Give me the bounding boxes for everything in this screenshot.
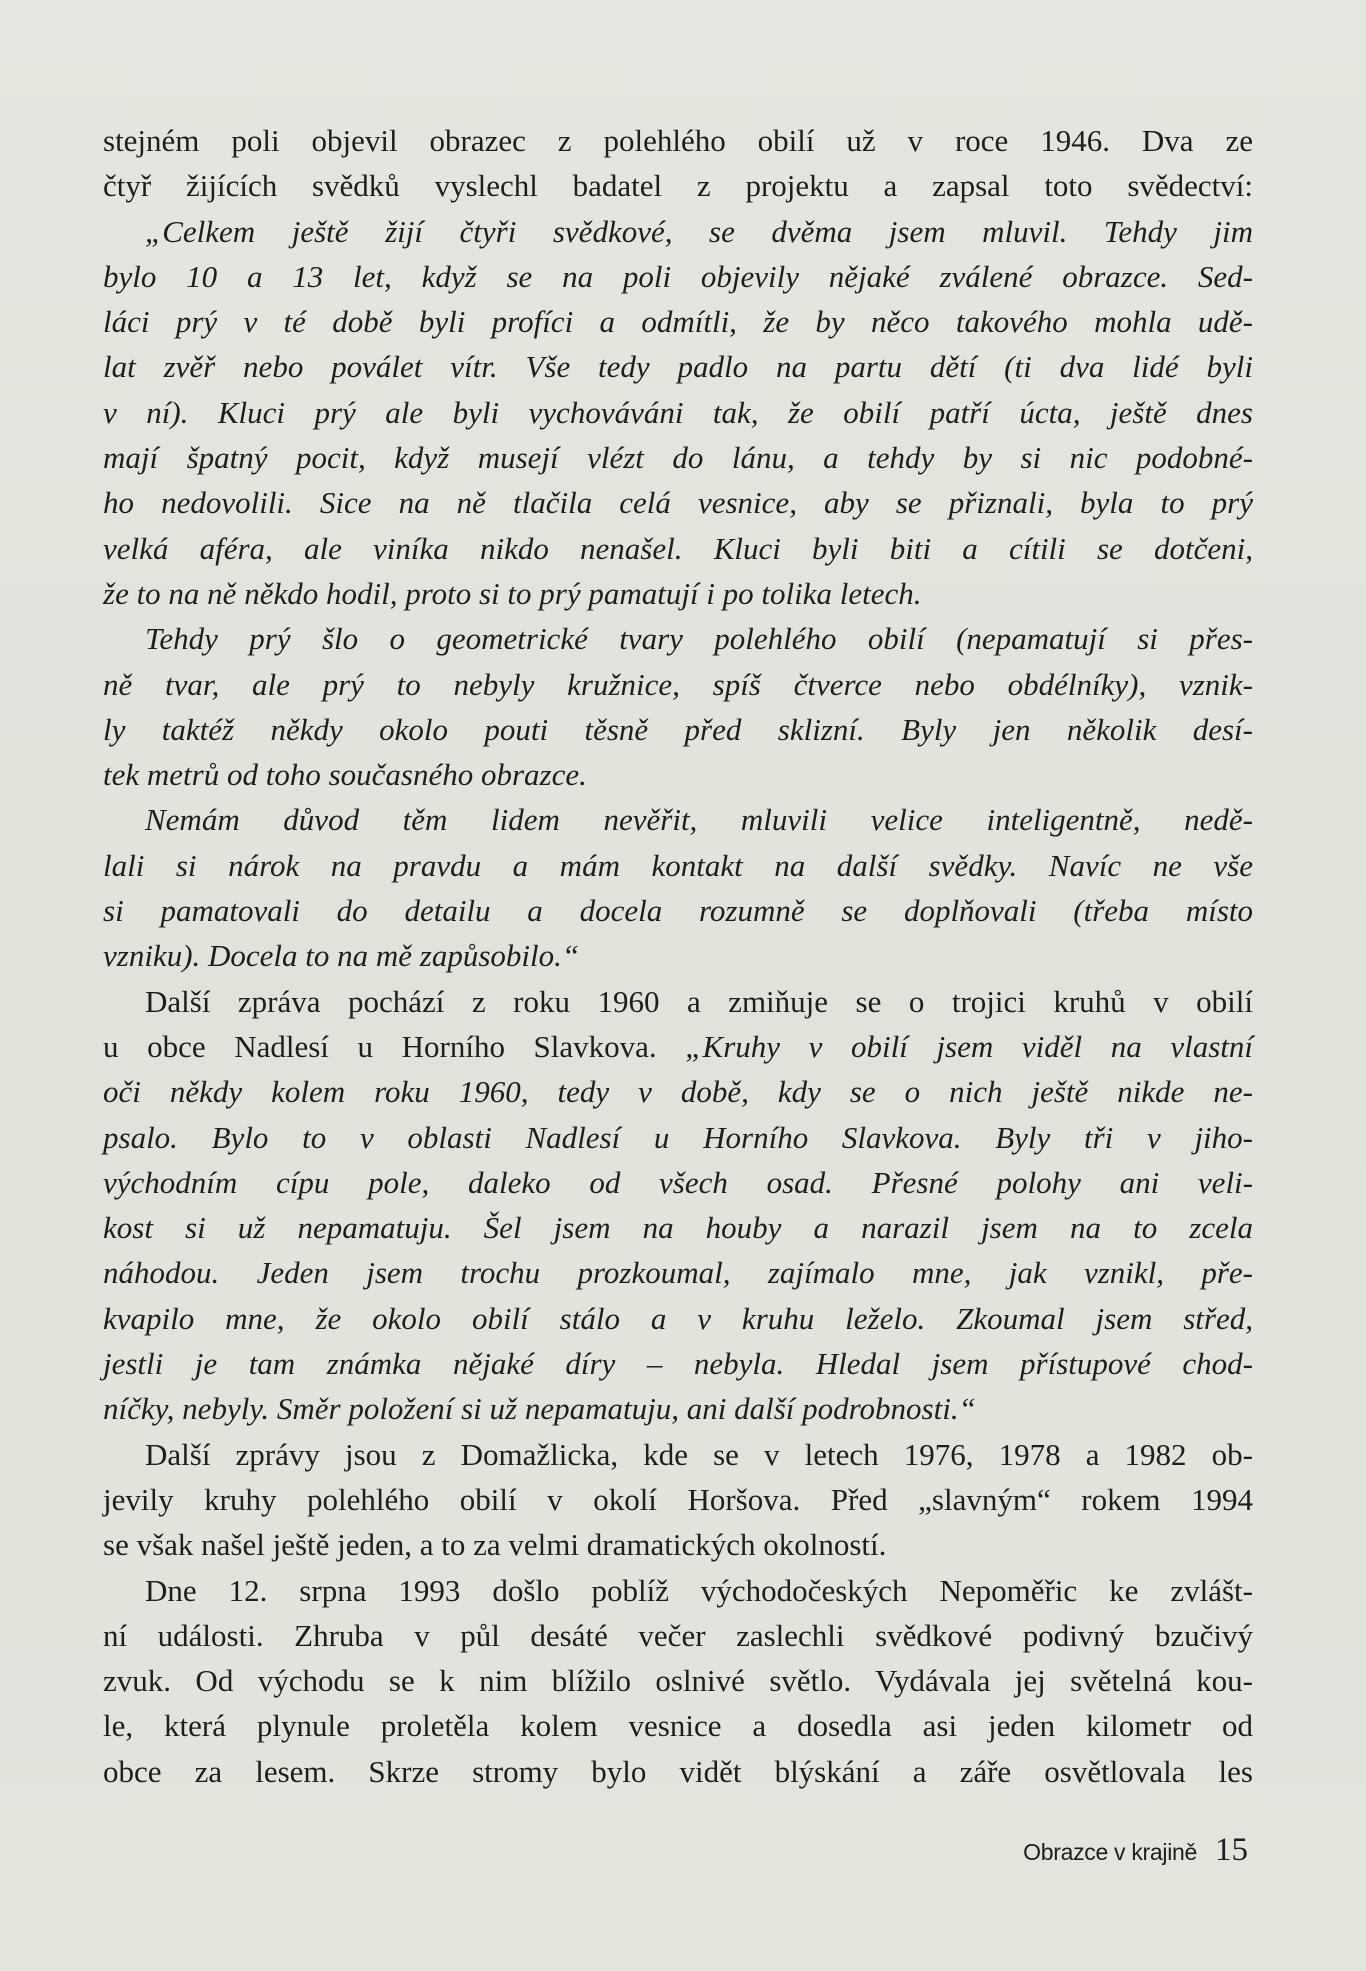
text-line: jevily kruhy polehlého obilí v okolí Horšova. Před „slavným“ rokem 1994 (103, 1481, 1253, 1517)
text-line: čtyř žijících svědků vyslechl badatel z projektu a zapsal toto svědectví: (103, 168, 1253, 204)
quote-line: lat zvěř nebo poválet vítr. Vše tedy padlo na partu dětí (ti dva lidé byli (103, 349, 1253, 385)
quote-line: psalo. Bylo to v oblasti Nadlesí u Horního Slavkova. Byly tři v jiho- (103, 1119, 1253, 1155)
quote-line: „Celkem ještě žijí čtyři svědkové, se dvěma jsem mluvil. Tehdy jim (145, 213, 1253, 249)
quote-line: láci prý v té době byli profíci a odmítli, že by něco takového mohla udě- (103, 304, 1253, 340)
quote-line: ho nedovolili. Sice na ně tlačila celá vesnice, aby se přiznali, byla to prý (103, 485, 1253, 521)
quote-line: kvapilo mne, že okolo obilí stálo a v kruhu leželo. Zkoumal jsem střed, (103, 1300, 1253, 1336)
text-segment: u obce Nadlesí u Horního Slavkova. (103, 1028, 686, 1064)
text-line: ní události. Zhruba v půl desáté večer zaslechli svědkové podivný bzučivý (103, 1617, 1253, 1653)
text-line: Další zpráva pochází z roku 1960 a zmiňuje se o trojici kruhů v obilí (145, 983, 1253, 1019)
quote-line: oči někdy kolem roku 1960, tedy v době, kdy se o nich ještě nikde ne- (103, 1074, 1253, 1110)
quote-segment: „Kruhy v obilí jsem viděl na vlastní (685, 1028, 1253, 1064)
quote-line: tek metrů od toho současného obrazce. (103, 757, 587, 793)
text-line: Další zprávy jsou z Domažlicka, kde se v letech 1976, 1978 a 1982 ob- (145, 1436, 1253, 1472)
quote-line: Nemám důvod těm lidem nevěřit, mluvili velice inteligentně, nedě- (145, 802, 1253, 838)
text-line: Dne 12. srpna 1993 došlo poblíž východočeských Nepoměřic ke zvlášt- (145, 1572, 1253, 1608)
text-line: obce za lesem. Skrze stromy bylo vidět blýskání a záře osvětlovala les (103, 1753, 1253, 1789)
quote-line: níčky, nebyly. Směr položení si už nepamatuju, ani další podrobnosti.“ (103, 1391, 976, 1427)
quote-line: lali si nárok na pravdu a mám kontakt na další svědky. Navíc ne vše (103, 847, 1253, 883)
quote-line: vzniku). Docela to na mě zapůsobilo.“ (103, 938, 580, 974)
text-line: se však našel ještě jeden, a to za velmi dramatických okolností. (103, 1527, 887, 1563)
quote-line: že to na ně někdo hodil, proto si to prý pamatují i po tolika letech. (103, 575, 922, 611)
quote-line: Tehdy prý šlo o geometrické tvary polehlého obilí (nepamatují si přes- (145, 621, 1253, 657)
quote-line: bylo 10 a 13 let, když se na poli objevily nějaké zválené obrazce. Sed- (103, 258, 1253, 294)
text-line: zvuk. Od východu se k nim blížilo oslnivé světlo. Vydávala jej světelná kou- (103, 1663, 1253, 1699)
quote-line: si pamatovali do detailu a docela rozumně se doplňovali (třeba místo (103, 893, 1253, 929)
quote-line: velká aféra, ale viníka nikdo nenašel. Kluci byli biti a cítili se dotčeni, (103, 530, 1253, 566)
quote-line: východním cípu pole, daleko od všech osad. Přesné polohy ani veli- (103, 1164, 1253, 1200)
text-line: stejném poli objevil obrazec z polehlého obilí už v roce 1946. Dva ze (103, 123, 1253, 158)
quote-line: jestli je tam známka nějaké díry – nebyla. Hledal jsem přístupové chod- (103, 1346, 1253, 1382)
page-footer (1023, 1832, 1248, 1869)
running-title: Obrazce v krajině (1023, 1839, 1197, 1865)
quote-line: kost si už nepamatuju. Šel jsem na houby a narazil jsem na to zcela (103, 1210, 1253, 1246)
text-line: le, která plynule proletěla kolem vesnice a dosedla asi jeden kilometr od (103, 1708, 1253, 1744)
quote-line: náhodou. Jeden jsem trochu prozkoumal, zajímalo mne, jak vznikl, pře- (103, 1255, 1253, 1291)
text-line (103, 1024, 1253, 1069)
quote-line: mají špatný pocit, když musejí vlézt do lánu, a tehdy by si nic podobné- (103, 440, 1253, 476)
page-number: 15 (1215, 1832, 1248, 1868)
quote-line: ly taktéž někdy okolo pouti těsně před sklizní. Byly jen několik desí- (103, 711, 1253, 747)
quote-line: ně tvar, ale prý to nebyly kružnice, spíš čtverce nebo obdélníky), vznik- (103, 666, 1253, 702)
body-text (103, 118, 1253, 1794)
quote-line: v ní). Kluci prý ale byli vychováváni tak, že obilí patří úcta, ještě dnes (103, 394, 1253, 430)
